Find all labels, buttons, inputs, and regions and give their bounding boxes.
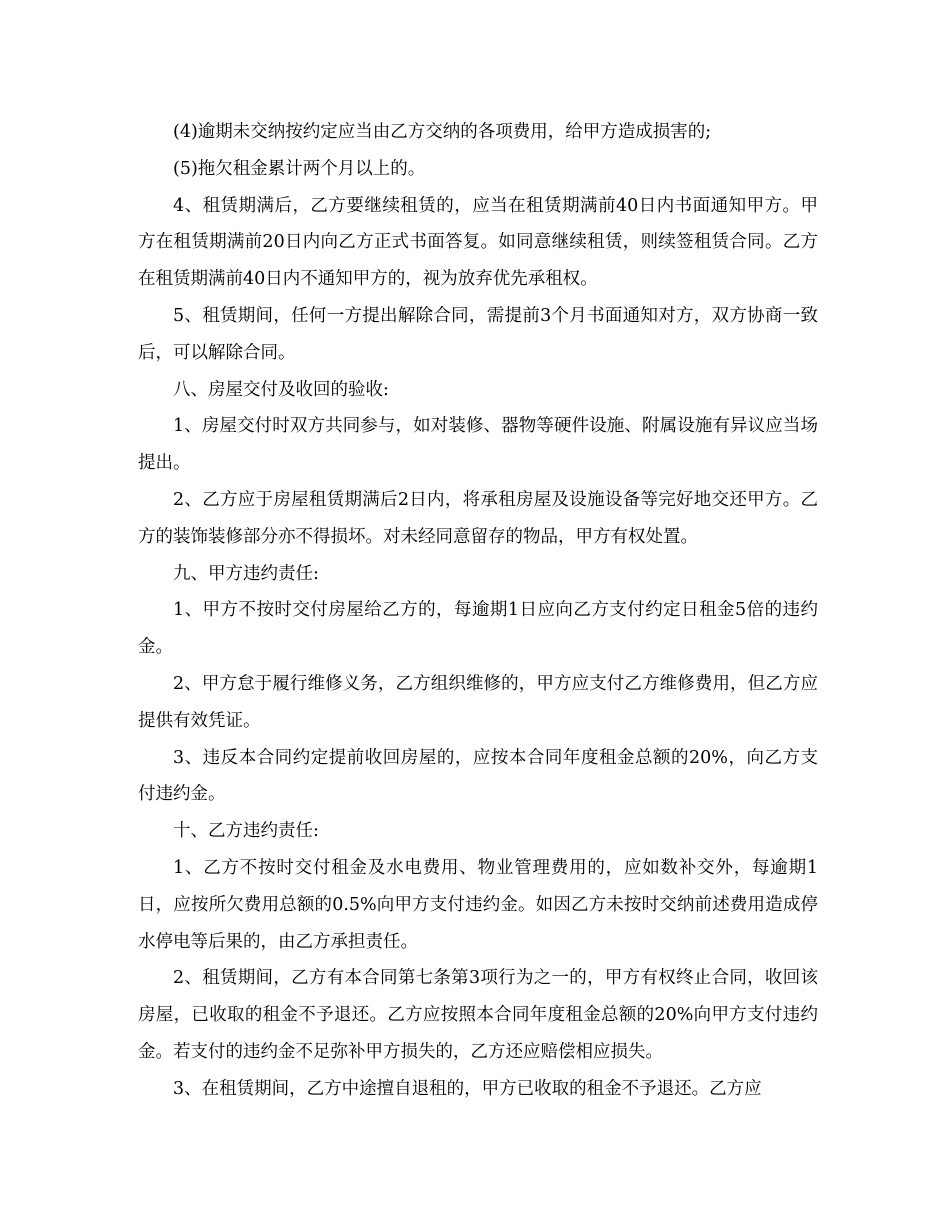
clause-handover-inspection: 1、房屋交付时双方共同参与，如对装修、器物等硬件设施、附属设施有异议应当场提出。: [138, 416, 818, 474]
section-heading-party-a-liability: 九、甲方违约责任:: [173, 563, 319, 584]
section-heading-handover: 八、房屋交付及收回的验收:: [173, 379, 389, 400]
clause-unilateral-withdrawal: 3、在租赁期间，乙方中途擅自退租的，甲方已收取的租金不予退还。乙方应: [173, 1078, 762, 1099]
clause-late-delivery-penalty: 1、甲方不按时交付房屋给乙方的，每逾期1日应向乙方支付约定日租金5倍的违约金。: [138, 600, 818, 658]
clause-early-repossession: 3、违反本合同约定提前收回房屋的，应按本合同年度租金总额的20%，向乙方支付违约金。: [138, 747, 818, 805]
clause-overdue-fees: (4)逾期未交纳按约定应当由乙方交纳的各项费用，给甲方造成损害的;: [173, 122, 712, 142]
clause-return-of-premises: 2、乙方应于房屋租赁期满后2日内，将承租房屋及设施设备等完好地交还甲方。乙方的装饰装修部分亦不得损坏。对未经同意留存的物品，甲方有权处置。: [138, 489, 818, 547]
clause-renewal-notice: 4、租赁期满后，乙方要继续租赁的，应当在租赁期满前40日内书面通知甲方。甲方在租赁期满前20日内向乙方正式书面答复。如同意继续租赁，则续签租赁合同。乙方在租赁期满前40日内不通知甲方的，视为放弃优先承租权。: [138, 195, 818, 290]
clause-early-termination: 5、租赁期间，任何一方提出解除合同，需提前3个月书面通知对方，双方协商一致后，可以解除合同。: [138, 305, 818, 363]
clause-late-payment-penalty: 1、乙方不按时交付租金及水电费用、物业管理费用的，应如数补交外，每逾期1日，应按所欠费用总额的0.5%向甲方支付违约金。如因乙方未按时交纳前述费用造成停水停电等后果的，由乙方承担责任。: [138, 857, 818, 952]
section-heading-party-b-liability: 十、乙方违约责任:: [173, 821, 319, 842]
clause-rent-arrears: (5)拖欠租金累计两个月以上的。: [173, 158, 426, 179]
clause-maintenance-costs: 2、甲方怠于履行维修义务，乙方组织维修的，甲方应支付乙方维修费用，但乙方应提供有效凭证。: [138, 673, 818, 731]
document-body: [138, 114, 818, 1108]
clause-contract-termination: 2、租赁期间，乙方有本合同第七条第3项行为之一的，甲方有权终止合同，收回该房屋，已收取的租金不予退还。乙方应按照本合同年度租金总额的20%向甲方支付违约金。若支付的违约金不足弥补甲方损失的，乙方还应赔偿相应损失。: [138, 968, 818, 1062]
